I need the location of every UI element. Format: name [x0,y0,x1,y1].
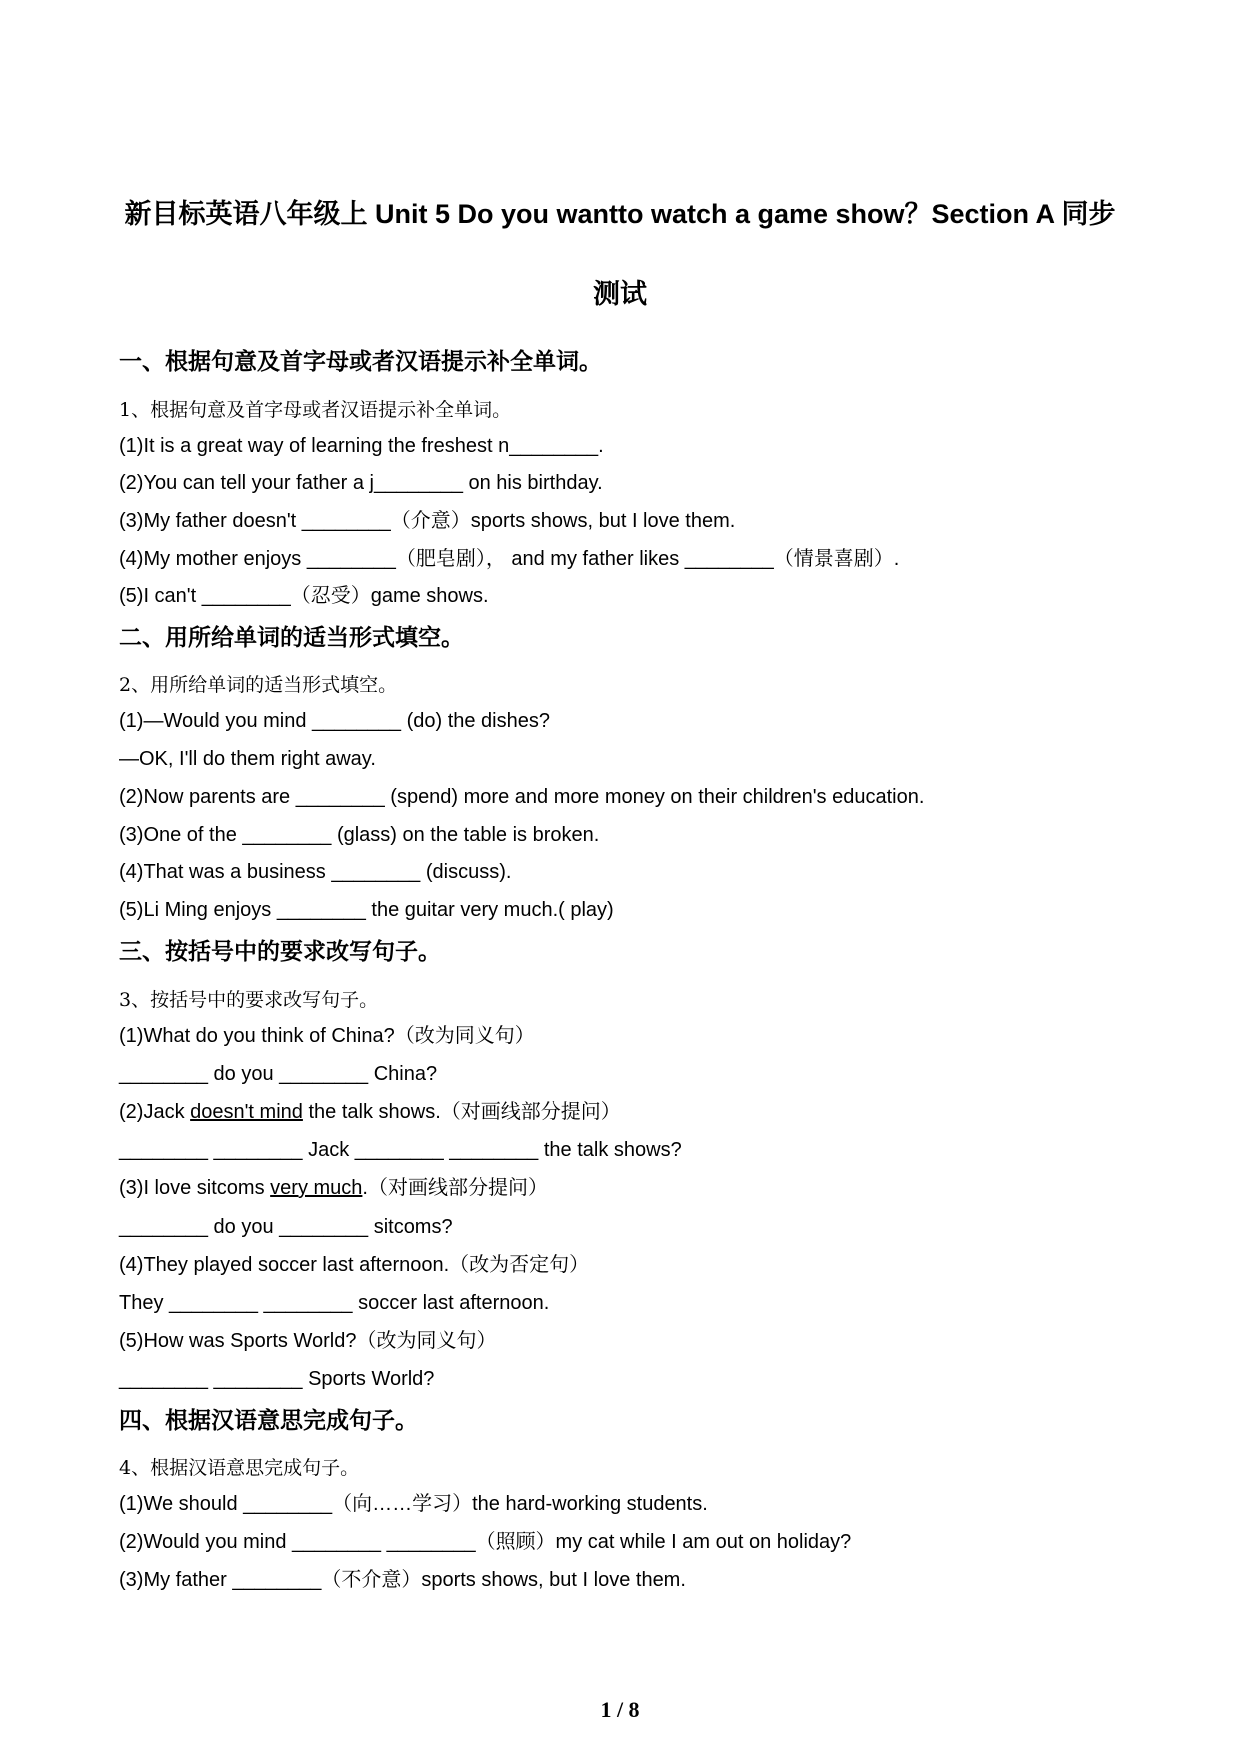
question-line: (4)They played soccer last afternoon.（改为否定句） [119,1254,590,1276]
question-line: (3)My father ________（不介意）sports shows, but I love them. [119,1569,686,1591]
question-text: the talk shows.（对画线部分提问） [302,1101,621,1123]
section-intro-3: 3、按括号中的要求改写句子。 [119,989,379,1011]
question-line: (3)One of the ________ (glass) on the table is broken. [119,824,600,846]
question-line: (1)It is a great way of learning the freshest n________. [119,435,604,457]
section-intro-1: 1、根据句意及首字母或者汉语提示补全单词。 [119,399,512,421]
section-heading-4: 四、根据汉语意思完成句子。 [119,1407,418,1433]
question-line-underlined [119,1097,621,1127]
question-line: ________ do you ________ China? [119,1063,438,1085]
question-text: (3)I love sitcoms [119,1177,271,1199]
question-line: (3)My father doesn't ________（介意）sports shows, but I love them. [119,510,736,532]
question-line: (2)You can tell your father a j________ on his birthday. [119,472,603,494]
question-line: (1)We should ________（向……学习）the hard-working students. [119,1493,708,1515]
underlined-phrase: very much [270,1177,363,1199]
section-heading-2: 二、用所给单词的适当形式填空。 [119,624,464,650]
document-title-line-1: 新目标英语八年级上 Unit 5 Do you wantto watch a game show？Section A 同步 [124,199,1116,229]
question-text: (2)Jack [119,1101,191,1123]
page-number: 1 / 8 [600,1697,640,1722]
section-intro-2: 2、用所给单词的适当形式填空。 [119,674,398,696]
section-intro-4: 4、根据汉语意思完成句子。 [119,1457,360,1479]
question-line: ________ ________ Sports World? [119,1368,435,1390]
section-heading-3: 三、按括号中的要求改写句子。 [119,938,441,964]
question-line: ________ do you ________ sitcoms? [119,1216,453,1238]
section-heading-1: 一、根据句意及首字母或者汉语提示补全单词。 [119,348,602,374]
question-line: —OK, I'll do them right away. [119,748,376,770]
underlined-phrase: doesn't mind [190,1101,303,1123]
question-line: ________ ________ Jack ________ ________ the talk shows? [119,1139,682,1161]
question-line: They ________ ________ soccer last afternoon. [119,1292,550,1314]
question-line: (5)How was Sports World?（改为同义句） [119,1330,497,1352]
question-line: (5)Li Ming enjoys ________ the guitar very much.( play) [119,899,614,921]
question-text: .（对画线部分提问） [362,1177,548,1199]
question-line: (1)What do you think of China?（改为同义句） [119,1025,535,1047]
document-title-line-2: 测试 [593,279,647,309]
question-line: (4)My mother enjoys ________（肥皂剧）， and my father likes ________（情景喜剧）. [119,548,900,570]
question-line: (2)Now parents are ________ (spend) more and more money on their children's education. [119,786,925,808]
question-line: (5)I can't ________（忍受）game shows. [119,585,489,607]
question-line: (1)—Would you mind ________ (do) the dishes? [119,710,550,732]
question-line: (4)That was a business ________ (discuss). [119,861,512,883]
question-line: (2)Would you mind ________ ________（照顾）my cat while I am out on holiday? [119,1531,852,1553]
question-line-underlined [119,1173,548,1203]
